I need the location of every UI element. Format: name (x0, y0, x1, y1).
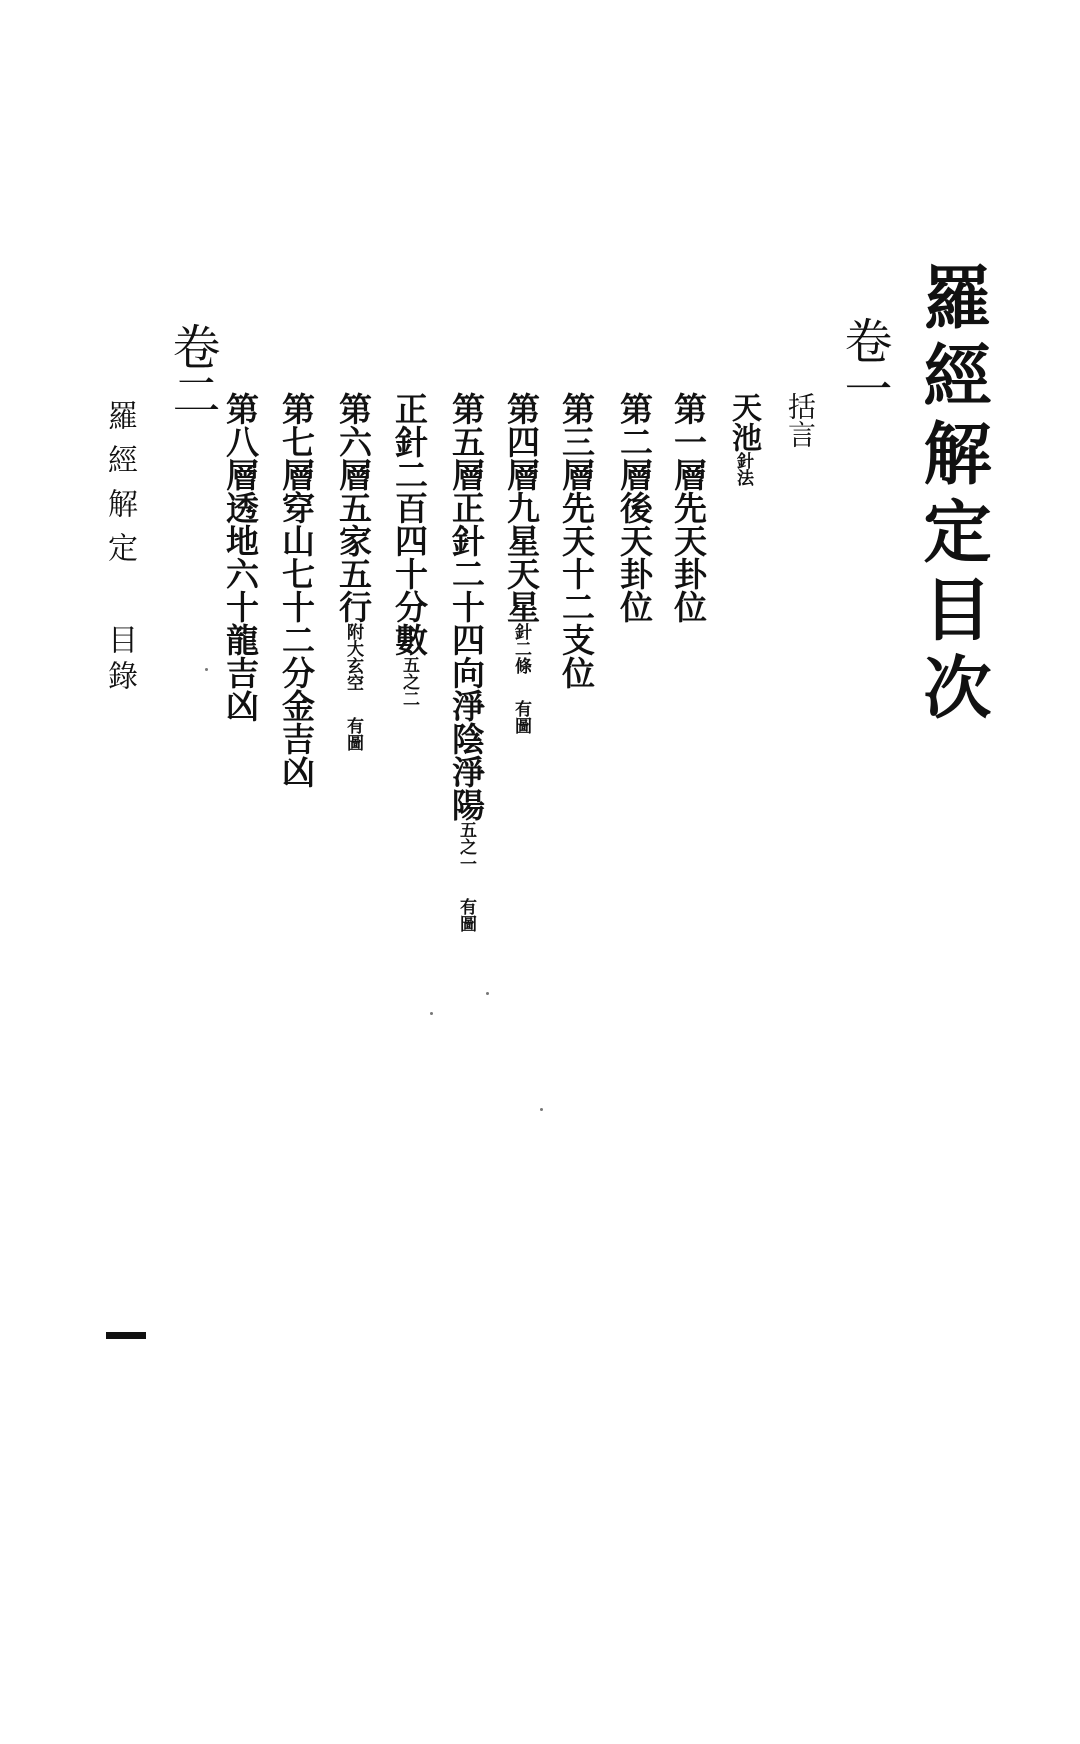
toc-entry-text: 正針二百四十分數 (390, 392, 429, 656)
folio-page-number (106, 1332, 146, 1339)
toc-entry-text: 第六層五家五行 (334, 392, 373, 623)
paper-speck (486, 992, 489, 995)
page-title: 羅經解定目次 (912, 262, 992, 730)
toc-entry-subtext: 針法 (733, 452, 753, 486)
toc-entry-text: 第四層九星天星 (502, 392, 541, 623)
toc-entry (784, 392, 817, 448)
paper-speck (430, 1012, 433, 1015)
toc-entry-text: 第二層後天卦位 (615, 392, 654, 623)
toc-entry-subtext: 五之二 (399, 656, 419, 707)
toc-entry-subtext: 五之一 (456, 821, 476, 872)
toc-entry-text: 第一層先天卦位 (669, 392, 708, 623)
toc-entry-subtext: 針二條 (511, 623, 531, 674)
toc-entry (334, 392, 373, 751)
toc-entry (557, 392, 596, 689)
toc-entry (502, 392, 541, 734)
volume-one-heading: 卷一 (836, 316, 892, 412)
toc-entry-text: 第七層穿山七十二分金吉凶 (277, 392, 316, 788)
toc-entry-note: 有圖 (511, 700, 531, 734)
toc-entry (447, 392, 486, 932)
toc-entry-text: 第八層透地六十龍吉凶 (221, 392, 260, 722)
toc-entry-text: 第三層先天十二支位 (557, 392, 596, 689)
toc-entry-subtext: 附大玄空 (343, 623, 363, 691)
toc-entry-note: 有圖 (456, 898, 476, 932)
paper-speck (540, 1108, 543, 1111)
paper-speck (205, 668, 208, 671)
toc-entry-text: 第五層正針二十四向淨陰淨陽 (447, 392, 486, 821)
footer-book-title: 羅經解定 (102, 400, 137, 576)
toc-entry (221, 392, 260, 722)
toc-entry-text: 天池 (726, 392, 761, 452)
toc-entry (669, 392, 708, 623)
toc-entry-note: 有圖 (343, 717, 363, 751)
running-footer (102, 400, 137, 696)
toc-entry (726, 392, 761, 486)
toc-entry (277, 392, 316, 788)
footer-section: 目錄 (102, 624, 137, 696)
toc-entry-text: 括言 (784, 392, 817, 448)
toc-entry (615, 392, 654, 623)
volume-two-heading: 卷二 (164, 322, 220, 418)
toc-entry (390, 392, 429, 707)
